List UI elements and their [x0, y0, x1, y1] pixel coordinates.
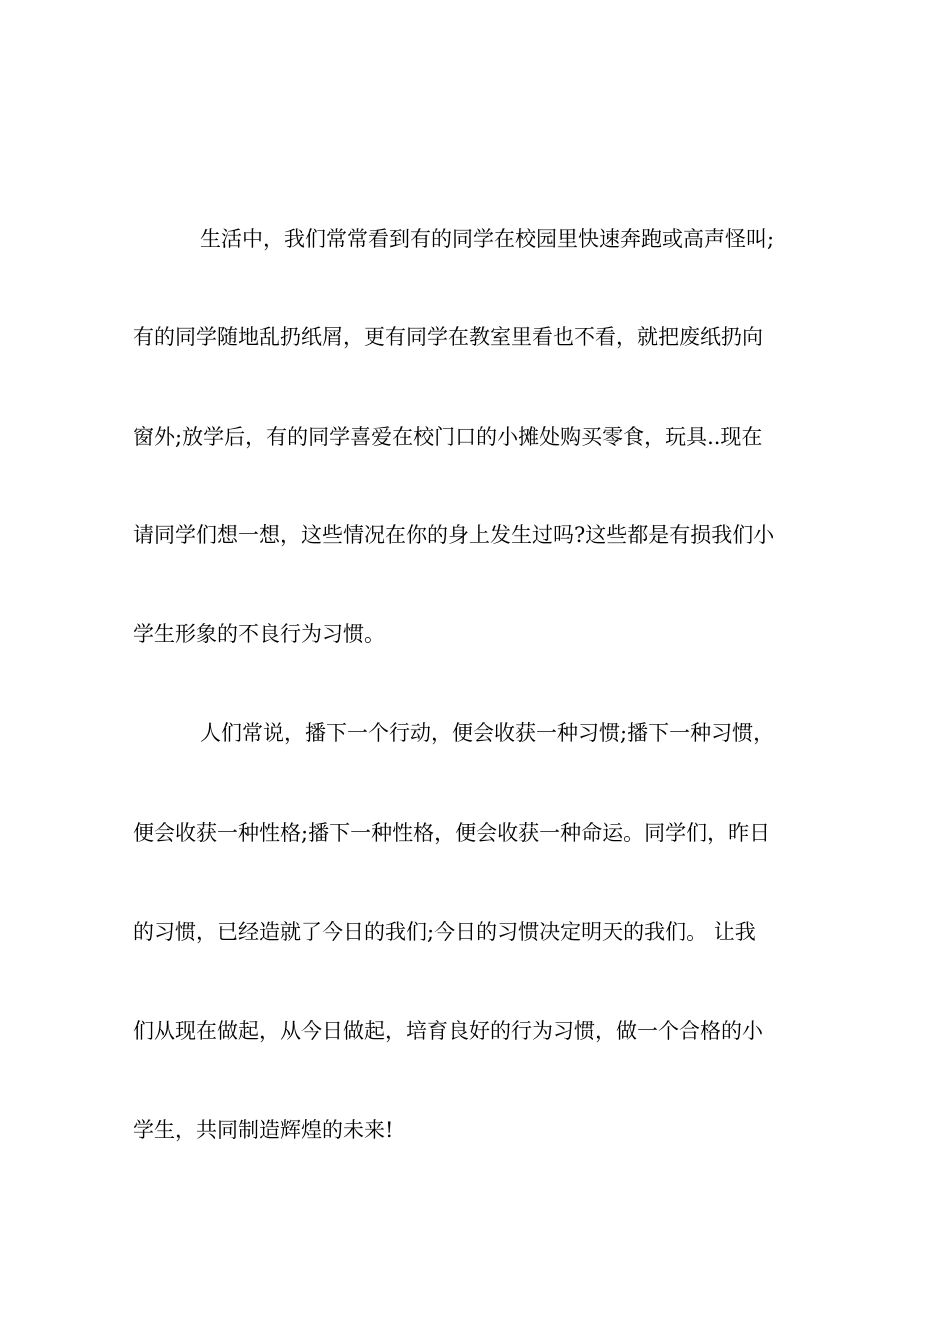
paragraph-2-line-2: 便会收获一种性格;播下一种性格，便会收获一种命运。同学们，昨日: [133, 821, 771, 845]
paragraph-1-line-5: 学生形象的不良行为习惯。: [133, 622, 385, 646]
paragraph-1-line-4: 请同学们想一想，这些情况在你的身上发生过吗?这些都是有损我们小: [133, 523, 775, 547]
paragraph-2-line-5: 学生，共同制造辉煌的未来!: [133, 1118, 394, 1142]
paragraph-1-line-2: 有的同学随地乱扔纸屑，更有同学在教室里看也不看，就把废纸扔向: [133, 325, 763, 349]
paragraph-2-line-3: 的习惯，已经造就了今日的我们;今日的习惯决定明天的我们。 让我: [133, 920, 756, 944]
paragraph-1-line-1: 生活中，我们常常看到有的同学在校园里快速奔跑或高声怪叫;: [200, 227, 775, 251]
paragraph-2-line-1: 人们常说，播下一个行动，便会收获一种习惯;播下一种习惯，: [200, 721, 775, 745]
paragraph-2-line-4: 们从现在做起，从今日做起，培育良好的行为习惯，做一个合格的小: [133, 1019, 763, 1043]
paragraph-1-line-3: 窗外;放学后，有的同学喜爱在校门口的小摊处购买零食，玩具..现在: [133, 425, 763, 449]
